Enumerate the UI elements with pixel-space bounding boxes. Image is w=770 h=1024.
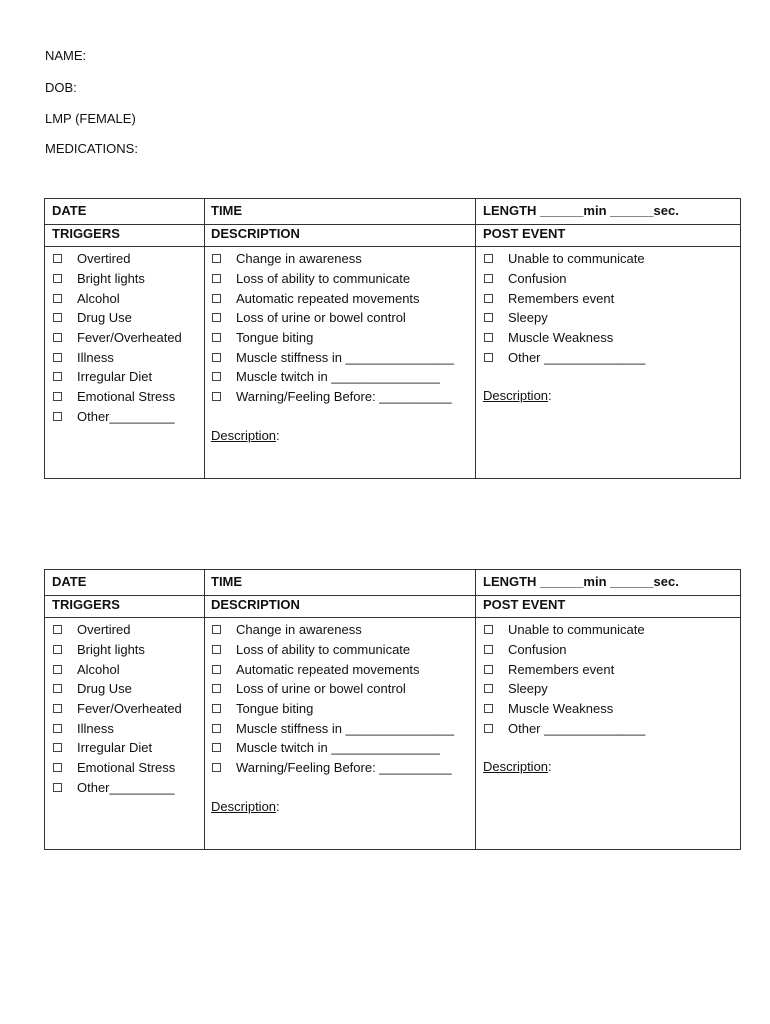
trigger-item-label: Overtired bbox=[77, 622, 131, 638]
checkbox-icon[interactable] bbox=[484, 724, 493, 733]
post-event-item-label: Muscle Weakness bbox=[508, 701, 614, 717]
trigger-item-label: Drug Use bbox=[77, 310, 132, 326]
trigger-item[interactable] bbox=[53, 620, 182, 640]
post-event-item-label: Remembers event bbox=[508, 661, 615, 677]
post-event-item[interactable] bbox=[484, 679, 645, 699]
post-event-header: POST EVENT bbox=[483, 597, 566, 612]
trigger-item-label: Overtired bbox=[77, 251, 131, 267]
row-divider bbox=[45, 595, 740, 596]
post-event-item[interactable] bbox=[484, 699, 645, 719]
checkbox-icon[interactable] bbox=[484, 274, 493, 283]
description-item-label: Tongue biting bbox=[236, 330, 314, 346]
post-event-item[interactable] bbox=[484, 718, 645, 738]
trigger-item[interactable] bbox=[53, 387, 182, 407]
checkbox-icon[interactable] bbox=[484, 333, 493, 342]
description-item-label: Automatic repeated movements bbox=[236, 661, 420, 677]
checkbox-icon[interactable] bbox=[212, 763, 221, 772]
checkbox-icon[interactable] bbox=[484, 353, 493, 362]
row-divider bbox=[45, 617, 740, 618]
checkbox-icon[interactable] bbox=[212, 743, 221, 752]
description-field[interactable] bbox=[211, 428, 280, 443]
trigger-item-label: Bright lights bbox=[77, 642, 145, 658]
checkbox-icon[interactable] bbox=[212, 294, 221, 303]
description-item[interactable] bbox=[212, 620, 454, 640]
column-divider bbox=[475, 199, 476, 478]
trigger-item-label: Illness bbox=[77, 349, 114, 365]
description-list bbox=[212, 249, 454, 407]
post-event-item-label: Confusion bbox=[508, 271, 567, 287]
date-label: DATE bbox=[52, 574, 87, 589]
time-label: TIME bbox=[211, 203, 243, 218]
description-header: DESCRIPTION bbox=[211, 226, 300, 241]
post-event-item-label: Muscle Weakness bbox=[508, 330, 614, 346]
checkbox-icon[interactable] bbox=[212, 704, 221, 713]
description-item[interactable] bbox=[212, 367, 454, 387]
checkbox-icon[interactable] bbox=[484, 254, 493, 263]
post-event-description-label: Description bbox=[483, 759, 549, 774]
row-divider bbox=[45, 224, 740, 225]
row-divider bbox=[45, 246, 740, 247]
checkbox-icon[interactable] bbox=[53, 724, 62, 733]
checkbox-icon[interactable] bbox=[212, 333, 221, 342]
checkbox-icon[interactable] bbox=[484, 704, 493, 713]
checkbox-icon[interactable] bbox=[484, 625, 493, 634]
checkbox-icon[interactable] bbox=[484, 684, 493, 693]
post-event-item[interactable] bbox=[484, 288, 645, 308]
length-label: LENGTH ______min ______sec. bbox=[483, 203, 679, 218]
description-item[interactable] bbox=[212, 718, 454, 738]
checkbox-icon[interactable] bbox=[212, 625, 221, 634]
trigger-item-label: Drug Use bbox=[77, 681, 132, 697]
checkbox-icon[interactable] bbox=[53, 704, 62, 713]
lmp-label: LMP (FEMALE) bbox=[45, 111, 136, 126]
checkbox-icon[interactable] bbox=[53, 665, 62, 674]
trigger-item[interactable] bbox=[53, 288, 182, 308]
trigger-item[interactable] bbox=[53, 407, 182, 427]
description-item[interactable] bbox=[212, 387, 454, 407]
trigger-item[interactable] bbox=[53, 679, 182, 699]
trigger-list bbox=[53, 249, 182, 426]
description-item-label: Automatic repeated movements bbox=[236, 290, 420, 306]
checkbox-icon[interactable] bbox=[212, 392, 221, 401]
dob-label: DOB: bbox=[45, 80, 77, 95]
post-event-item-label: Other ______________ bbox=[508, 720, 646, 736]
description-list bbox=[212, 620, 454, 778]
checkbox-icon[interactable] bbox=[53, 392, 62, 401]
trigger-item-label: Alcohol bbox=[77, 290, 120, 306]
checkbox-icon[interactable] bbox=[484, 645, 493, 654]
description-item-label: Tongue biting bbox=[236, 701, 314, 717]
trigger-item[interactable] bbox=[53, 640, 182, 660]
checkbox-icon[interactable] bbox=[53, 412, 62, 421]
post-event-item-label: Unable to communicate bbox=[508, 251, 645, 267]
checkbox-icon[interactable] bbox=[484, 313, 493, 322]
checkbox-icon[interactable] bbox=[212, 665, 221, 674]
trigger-item-label: Emotional Stress bbox=[77, 389, 176, 405]
post-event-description-colon: : bbox=[548, 388, 552, 403]
checkbox-icon[interactable] bbox=[53, 313, 62, 322]
checkbox-icon[interactable] bbox=[53, 372, 62, 381]
description-item-label: Muscle twitch in _______________ bbox=[236, 369, 440, 385]
trigger-item-label: Illness bbox=[77, 720, 114, 736]
post-event-item[interactable] bbox=[484, 269, 645, 289]
description-item[interactable] bbox=[212, 308, 454, 328]
description-item[interactable] bbox=[212, 640, 454, 660]
trigger-item[interactable] bbox=[53, 269, 182, 289]
checkbox-icon[interactable] bbox=[53, 333, 62, 342]
post-event-item[interactable] bbox=[484, 249, 645, 269]
post-event-item-label: Confusion bbox=[508, 642, 567, 658]
trigger-list bbox=[53, 620, 182, 797]
description-item-label: Muscle stiffness in _______________ bbox=[236, 720, 455, 736]
column-divider bbox=[204, 199, 205, 478]
trigger-item-label: Fever/Overheated bbox=[77, 701, 182, 717]
checkbox-icon[interactable] bbox=[212, 645, 221, 654]
description-item-label: Loss of ability to communicate bbox=[236, 642, 411, 658]
trigger-item-label: Alcohol bbox=[77, 661, 120, 677]
trigger-item[interactable] bbox=[53, 778, 182, 798]
post-event-list bbox=[484, 249, 645, 367]
column-divider bbox=[475, 570, 476, 849]
description-item[interactable] bbox=[212, 288, 454, 308]
checkbox-icon[interactable] bbox=[212, 353, 221, 362]
medications-label: MEDICATIONS: bbox=[45, 141, 138, 156]
post-event-description-label: Description bbox=[483, 388, 549, 403]
checkbox-icon[interactable] bbox=[212, 372, 221, 381]
description-item-label: Warning/Feeling Before: __________ bbox=[236, 760, 452, 776]
description-colon: : bbox=[276, 428, 280, 443]
seizure-log-table bbox=[44, 198, 741, 479]
time-label: TIME bbox=[211, 574, 243, 589]
post-event-item[interactable] bbox=[484, 620, 645, 640]
trigger-item-label: Other_________ bbox=[77, 779, 175, 795]
checkbox-icon[interactable] bbox=[484, 665, 493, 674]
trigger-item[interactable] bbox=[53, 699, 182, 719]
trigger-item-label: Irregular Diet bbox=[77, 740, 153, 756]
post-event-description-field[interactable] bbox=[483, 759, 552, 774]
checkbox-icon[interactable] bbox=[53, 625, 62, 634]
trigger-item-label: Bright lights bbox=[77, 271, 145, 287]
column-divider bbox=[204, 570, 205, 849]
trigger-item-label: Fever/Overheated bbox=[77, 330, 182, 346]
description-item[interactable] bbox=[212, 699, 454, 719]
description-item[interactable] bbox=[212, 328, 454, 348]
description-item[interactable] bbox=[212, 249, 454, 269]
description-field-label: Description bbox=[211, 799, 277, 814]
post-event-item-label: Other ______________ bbox=[508, 349, 646, 365]
trigger-item[interactable] bbox=[53, 718, 182, 738]
checkbox-icon[interactable] bbox=[53, 294, 62, 303]
trigger-item[interactable] bbox=[53, 328, 182, 348]
checkbox-icon[interactable] bbox=[212, 684, 221, 693]
description-item-label: Loss of urine or bowel control bbox=[236, 310, 406, 326]
post-event-item[interactable] bbox=[484, 640, 645, 660]
trigger-item[interactable] bbox=[53, 308, 182, 328]
post-event-item-label: Sleepy bbox=[508, 681, 548, 697]
post-event-item-label: Sleepy bbox=[508, 310, 548, 326]
checkbox-icon[interactable] bbox=[212, 313, 221, 322]
trigger-item[interactable] bbox=[53, 659, 182, 679]
description-colon: : bbox=[276, 799, 280, 814]
trigger-item[interactable] bbox=[53, 347, 182, 367]
description-item-label: Muscle stiffness in _______________ bbox=[236, 349, 455, 365]
trigger-item-label: Other_________ bbox=[77, 408, 175, 424]
date-label: DATE bbox=[52, 203, 87, 218]
checkbox-icon[interactable] bbox=[53, 254, 62, 263]
post-event-item[interactable] bbox=[484, 308, 645, 328]
name-label: NAME: bbox=[45, 48, 87, 63]
trigger-item-label: Emotional Stress bbox=[77, 760, 176, 776]
description-field-label: Description bbox=[211, 428, 277, 443]
trigger-item-label: Irregular Diet bbox=[77, 369, 153, 385]
post-event-item-label: Unable to communicate bbox=[508, 622, 645, 638]
description-item[interactable] bbox=[212, 758, 454, 778]
description-item[interactable] bbox=[212, 679, 454, 699]
checkbox-icon[interactable] bbox=[53, 783, 62, 792]
post-event-item[interactable] bbox=[484, 659, 645, 679]
post-event-item[interactable] bbox=[484, 328, 645, 348]
description-item-label: Warning/Feeling Before: __________ bbox=[236, 389, 452, 405]
post-event-description-field[interactable] bbox=[483, 388, 552, 403]
description-field[interactable] bbox=[211, 799, 280, 814]
checkbox-icon[interactable] bbox=[484, 294, 493, 303]
checkbox-icon[interactable] bbox=[212, 274, 221, 283]
description-header: DESCRIPTION bbox=[211, 597, 300, 612]
description-item-label: Loss of ability to communicate bbox=[236, 271, 411, 287]
post-event-item-label: Remembers event bbox=[508, 290, 615, 306]
description-item[interactable] bbox=[212, 659, 454, 679]
post-event-header: POST EVENT bbox=[483, 226, 566, 241]
trigger-item[interactable] bbox=[53, 367, 182, 387]
post-event-description-colon: : bbox=[548, 759, 552, 774]
checkbox-icon[interactable] bbox=[53, 353, 62, 362]
seizure-log-table bbox=[44, 569, 741, 850]
checkbox-icon[interactable] bbox=[212, 254, 221, 263]
trigger-item[interactable] bbox=[53, 738, 182, 758]
description-item-label: Muscle twitch in _______________ bbox=[236, 740, 440, 756]
trigger-item[interactable] bbox=[53, 249, 182, 269]
description-item[interactable] bbox=[212, 269, 454, 289]
description-item-label: Loss of urine or bowel control bbox=[236, 681, 406, 697]
description-item[interactable] bbox=[212, 347, 454, 367]
description-item-label: Change in awareness bbox=[236, 622, 362, 638]
trigger-item[interactable] bbox=[53, 758, 182, 778]
checkbox-icon[interactable] bbox=[53, 684, 62, 693]
post-event-item[interactable] bbox=[484, 347, 645, 367]
triggers-header: TRIGGERS bbox=[52, 226, 120, 241]
post-event-list bbox=[484, 620, 645, 738]
checkbox-icon[interactable] bbox=[53, 743, 62, 752]
checkbox-icon[interactable] bbox=[212, 724, 221, 733]
triggers-header: TRIGGERS bbox=[52, 597, 120, 612]
description-item[interactable] bbox=[212, 738, 454, 758]
checkbox-icon[interactable] bbox=[53, 763, 62, 772]
length-label: LENGTH ______min ______sec. bbox=[483, 574, 679, 589]
checkbox-icon[interactable] bbox=[53, 274, 62, 283]
checkbox-icon[interactable] bbox=[53, 645, 62, 654]
description-item-label: Change in awareness bbox=[236, 251, 362, 267]
